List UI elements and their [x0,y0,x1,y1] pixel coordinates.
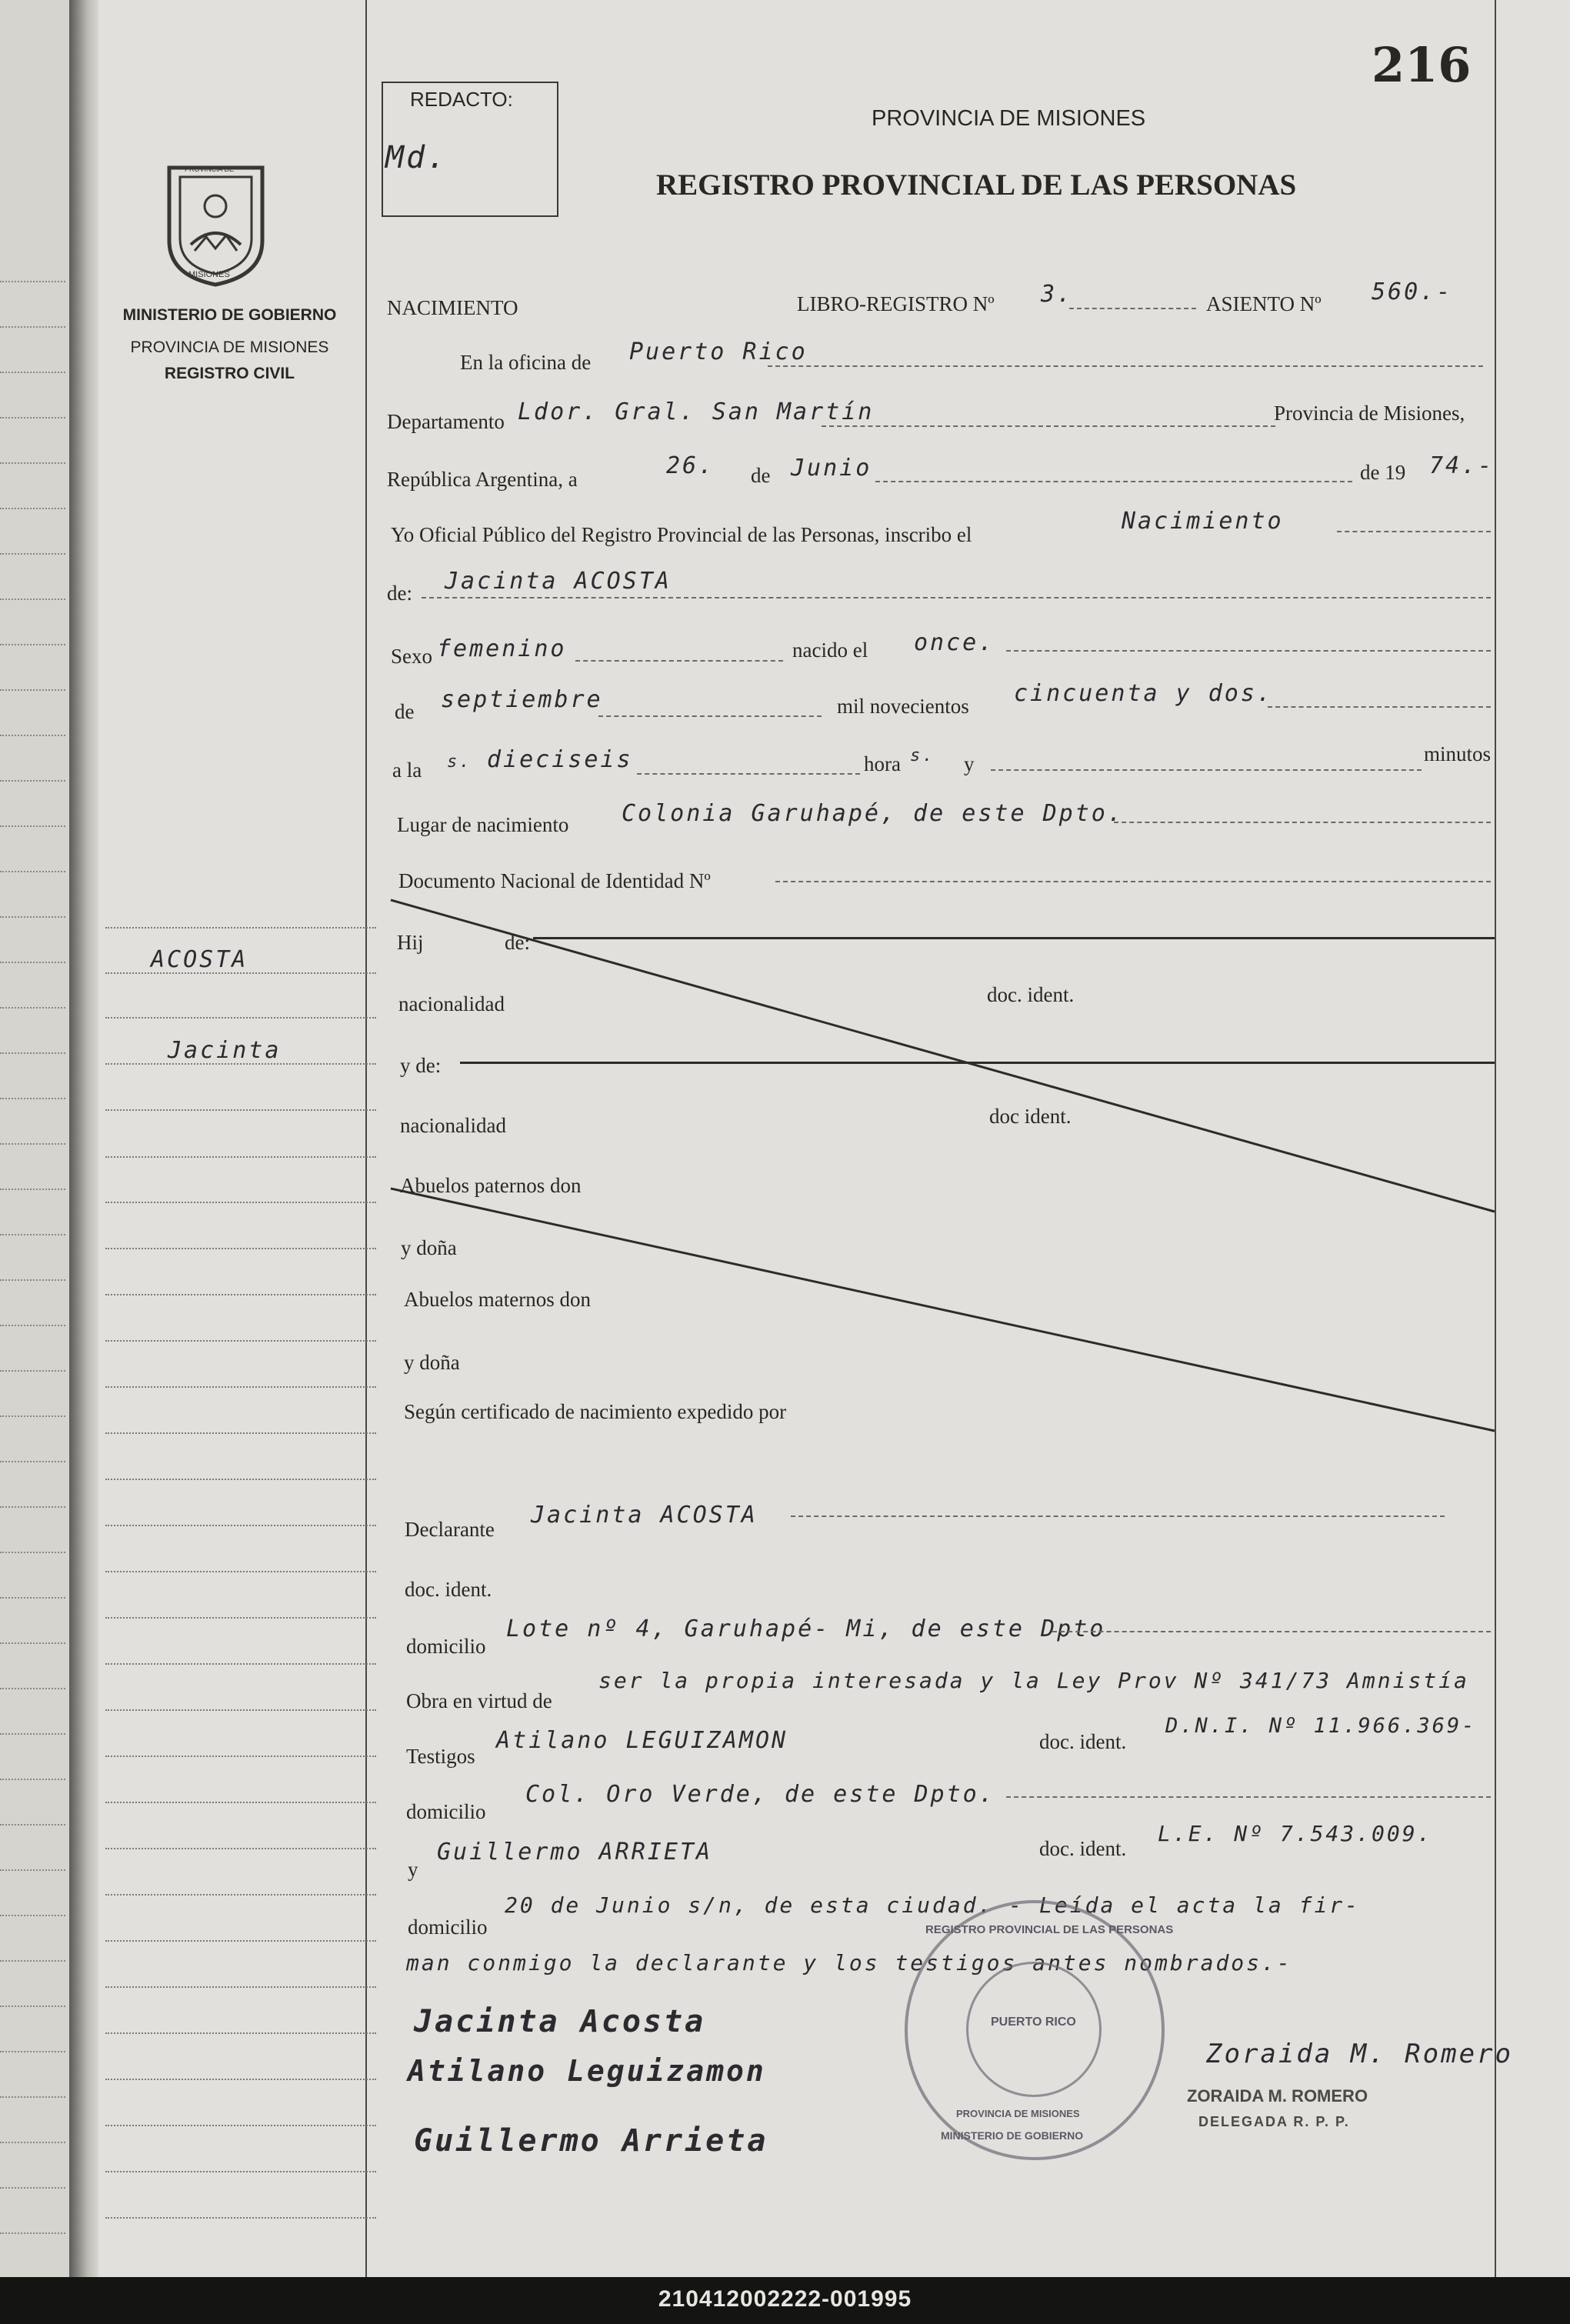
page-number: 216 [1372,37,1472,93]
y-label: y [964,752,975,775]
cancellation-lines [98,0,1570,2277]
official-title: DELEGADA R. P. P. [1198,2114,1350,2129]
y-de-label: y de: [400,1054,442,1077]
stamp-outer-text: REGISTRO PROVINCIAL DE LAS PERSONAS [925,1923,1174,1936]
libro-value: 3. [1041,281,1074,308]
declarante-doc-label: doc. ident. [405,1578,492,1601]
libro-label: LIBRO-REGISTRO Nº [797,292,995,315]
hour-value: dieciseis [487,746,633,773]
birth-year-value: cincuenta y dos. [1014,680,1273,707]
yo-oficial-label: Yo Oficial Público del Registro Provincial de las Personas, inscribo el [391,523,972,546]
sexo-label: Sexo [391,645,432,668]
margin-surname: ACOSTA [151,946,248,973]
stamp-province-text: PROVINCIA DE MISIONES [956,2108,1080,2119]
lugar-value: Colonia Garuhapé, de este Dpto. [622,800,1124,827]
domicilio-label: domicilio [406,1635,486,1658]
testigo2-doc-label: doc. ident. [1039,1837,1127,1860]
domicilio2-label: domicilio [406,1800,486,1823]
oficina-value: Puerto Rico [629,338,808,365]
testigo2-value: Guillermo ARRIETA [437,1839,713,1866]
dni-label: Documento Nacional de Identidad Nº [398,869,711,892]
seal-top-text: PROVINCIA DE [185,165,235,173]
province-heading: PROVINCIA DE MISIONES [872,106,1146,131]
republica-label: República Argentina, a [387,468,578,491]
domicilio3-value: 20 de Junio s/n, de esta ciudad. - Leída el acta la fir- [505,1892,1361,1918]
lugar-label: Lugar de nacimiento [397,813,569,836]
alas-suffix: s. [447,752,472,772]
margin-given-name: Jacinta [168,1037,282,1064]
y-dona-label: y doña [401,1236,457,1259]
de-person-label: de: [387,582,412,605]
horas-label: hora [864,752,901,775]
year-value: 74.- [1429,452,1495,479]
testigo1-value: Atilano LEGUIZAMON [496,1727,788,1754]
declarante-label: Declarante [405,1518,495,1541]
hij-label: Hij [397,931,424,954]
de2-label: de [395,700,415,723]
closing-value: man conmigo la declarante y los testigos antes nombrados.- [406,1950,1292,1976]
document-page [98,0,1570,2277]
signature-official: Zoraida M. Romero [1206,2039,1513,2069]
departamento-value: Ldor. Gral. San Martín [518,398,875,425]
image-footer [0,2277,1570,2324]
nacionalidad-label: nacionalidad [398,992,505,1015]
day-value: 26. [666,452,715,479]
hij-de-label: de: [505,931,530,954]
seal-bottom-text: MISIONES [188,270,230,279]
book-gutter [69,0,100,2277]
official-name: ZORAIDA M. ROMERO [1187,2086,1368,2106]
nacionalidad2-label: nacionalidad [400,1114,506,1137]
sexo-value: femenino [437,635,567,662]
signature-testigo2: Guillermo Arrieta [414,2123,768,2159]
departamento-label: Departamento [387,410,505,433]
nacido-value: once. [914,629,995,656]
adjacent-page [0,0,73,2277]
registry-heading: REGISTRO PROVINCIAL DE LAS PERSONAS [656,168,1297,202]
obra-value: ser la propia interesada y la Ley Prov Nº 341/73 Amnistía [598,1668,1469,1693]
testigos-label: Testigos [406,1745,475,1768]
segun-label: Según certificado de nacimiento expedido por [404,1400,787,1423]
declarante-value: Jacinta ACOSTA [531,1502,758,1529]
footer-id: 210412002222-001995 [658,2286,912,2312]
minutos-label: minutos [1424,742,1492,765]
domicilio2-value: Col. Oro Verde, de este Dpto. [525,1781,995,1808]
signature-declarante: Jacinta Acosta [414,2004,706,2039]
provincia-label: Provincia de Misiones, [1274,402,1465,425]
horas-suffix: s. [910,746,935,765]
doc-ident2-label: doc ident. [989,1105,1072,1128]
birth-month-value: septiembre [441,686,603,713]
oficina-label: En la oficina de [460,351,592,374]
redacto-initials: Md. [385,140,448,175]
signature-testigo1: Atilano Leguizamon [408,2054,766,2088]
abuelos-maternos-label: Abuelos maternos don [404,1288,591,1311]
testigo1-doc-value: D.N.I. Nº 11.966.369- [1165,1714,1477,1738]
obra-label: Obra en virtud de [406,1689,552,1712]
domicilio-value: Lote nº 4, Garuhapé- Mi, de este Dpto [506,1615,1106,1642]
domicilio3-label: domicilio [408,1916,488,1939]
month-value: Junio [791,455,872,482]
redacto-label: REDACTO: [410,88,513,111]
asiento-label: ASIENTO Nº [1206,292,1322,315]
asiento-value: 560.- [1372,278,1453,305]
stamp-bottom-text: MINISTERIO DE GOBIERNO [941,2129,1084,2142]
ministry-line3: REGISTRO CIVIL [164,365,295,382]
record-type-label: NACIMIENTO [387,296,518,319]
ministry-line2: PROVINCIA DE MISIONES [130,338,329,356]
year-label: de 19 [1360,461,1406,484]
ministry-line1: MINISTERIO DE GOBIERNO [122,306,337,324]
de-label: de [751,464,771,487]
abuelos-paternos-label: Abuelos paternos don [400,1174,582,1197]
y-dona2-label: y doña [404,1351,460,1374]
doc-ident-label: doc. ident. [987,983,1075,1006]
testigo2-doc-value: L.E. Nº 7.543.009. [1158,1821,1433,1846]
person-value: Jacinta ACOSTA [445,568,672,595]
mil-label: mil novecientos [837,695,969,718]
alas-label: a la [392,759,422,782]
stamp-inner-text: PUERTO RICO [991,2016,1076,2029]
testigo1-doc-label: doc. ident. [1039,1730,1127,1753]
y2-label: y [408,1858,418,1881]
yo-oficial-value: Nacimiento [1122,508,1284,535]
nacido-label: nacido el [792,639,868,662]
